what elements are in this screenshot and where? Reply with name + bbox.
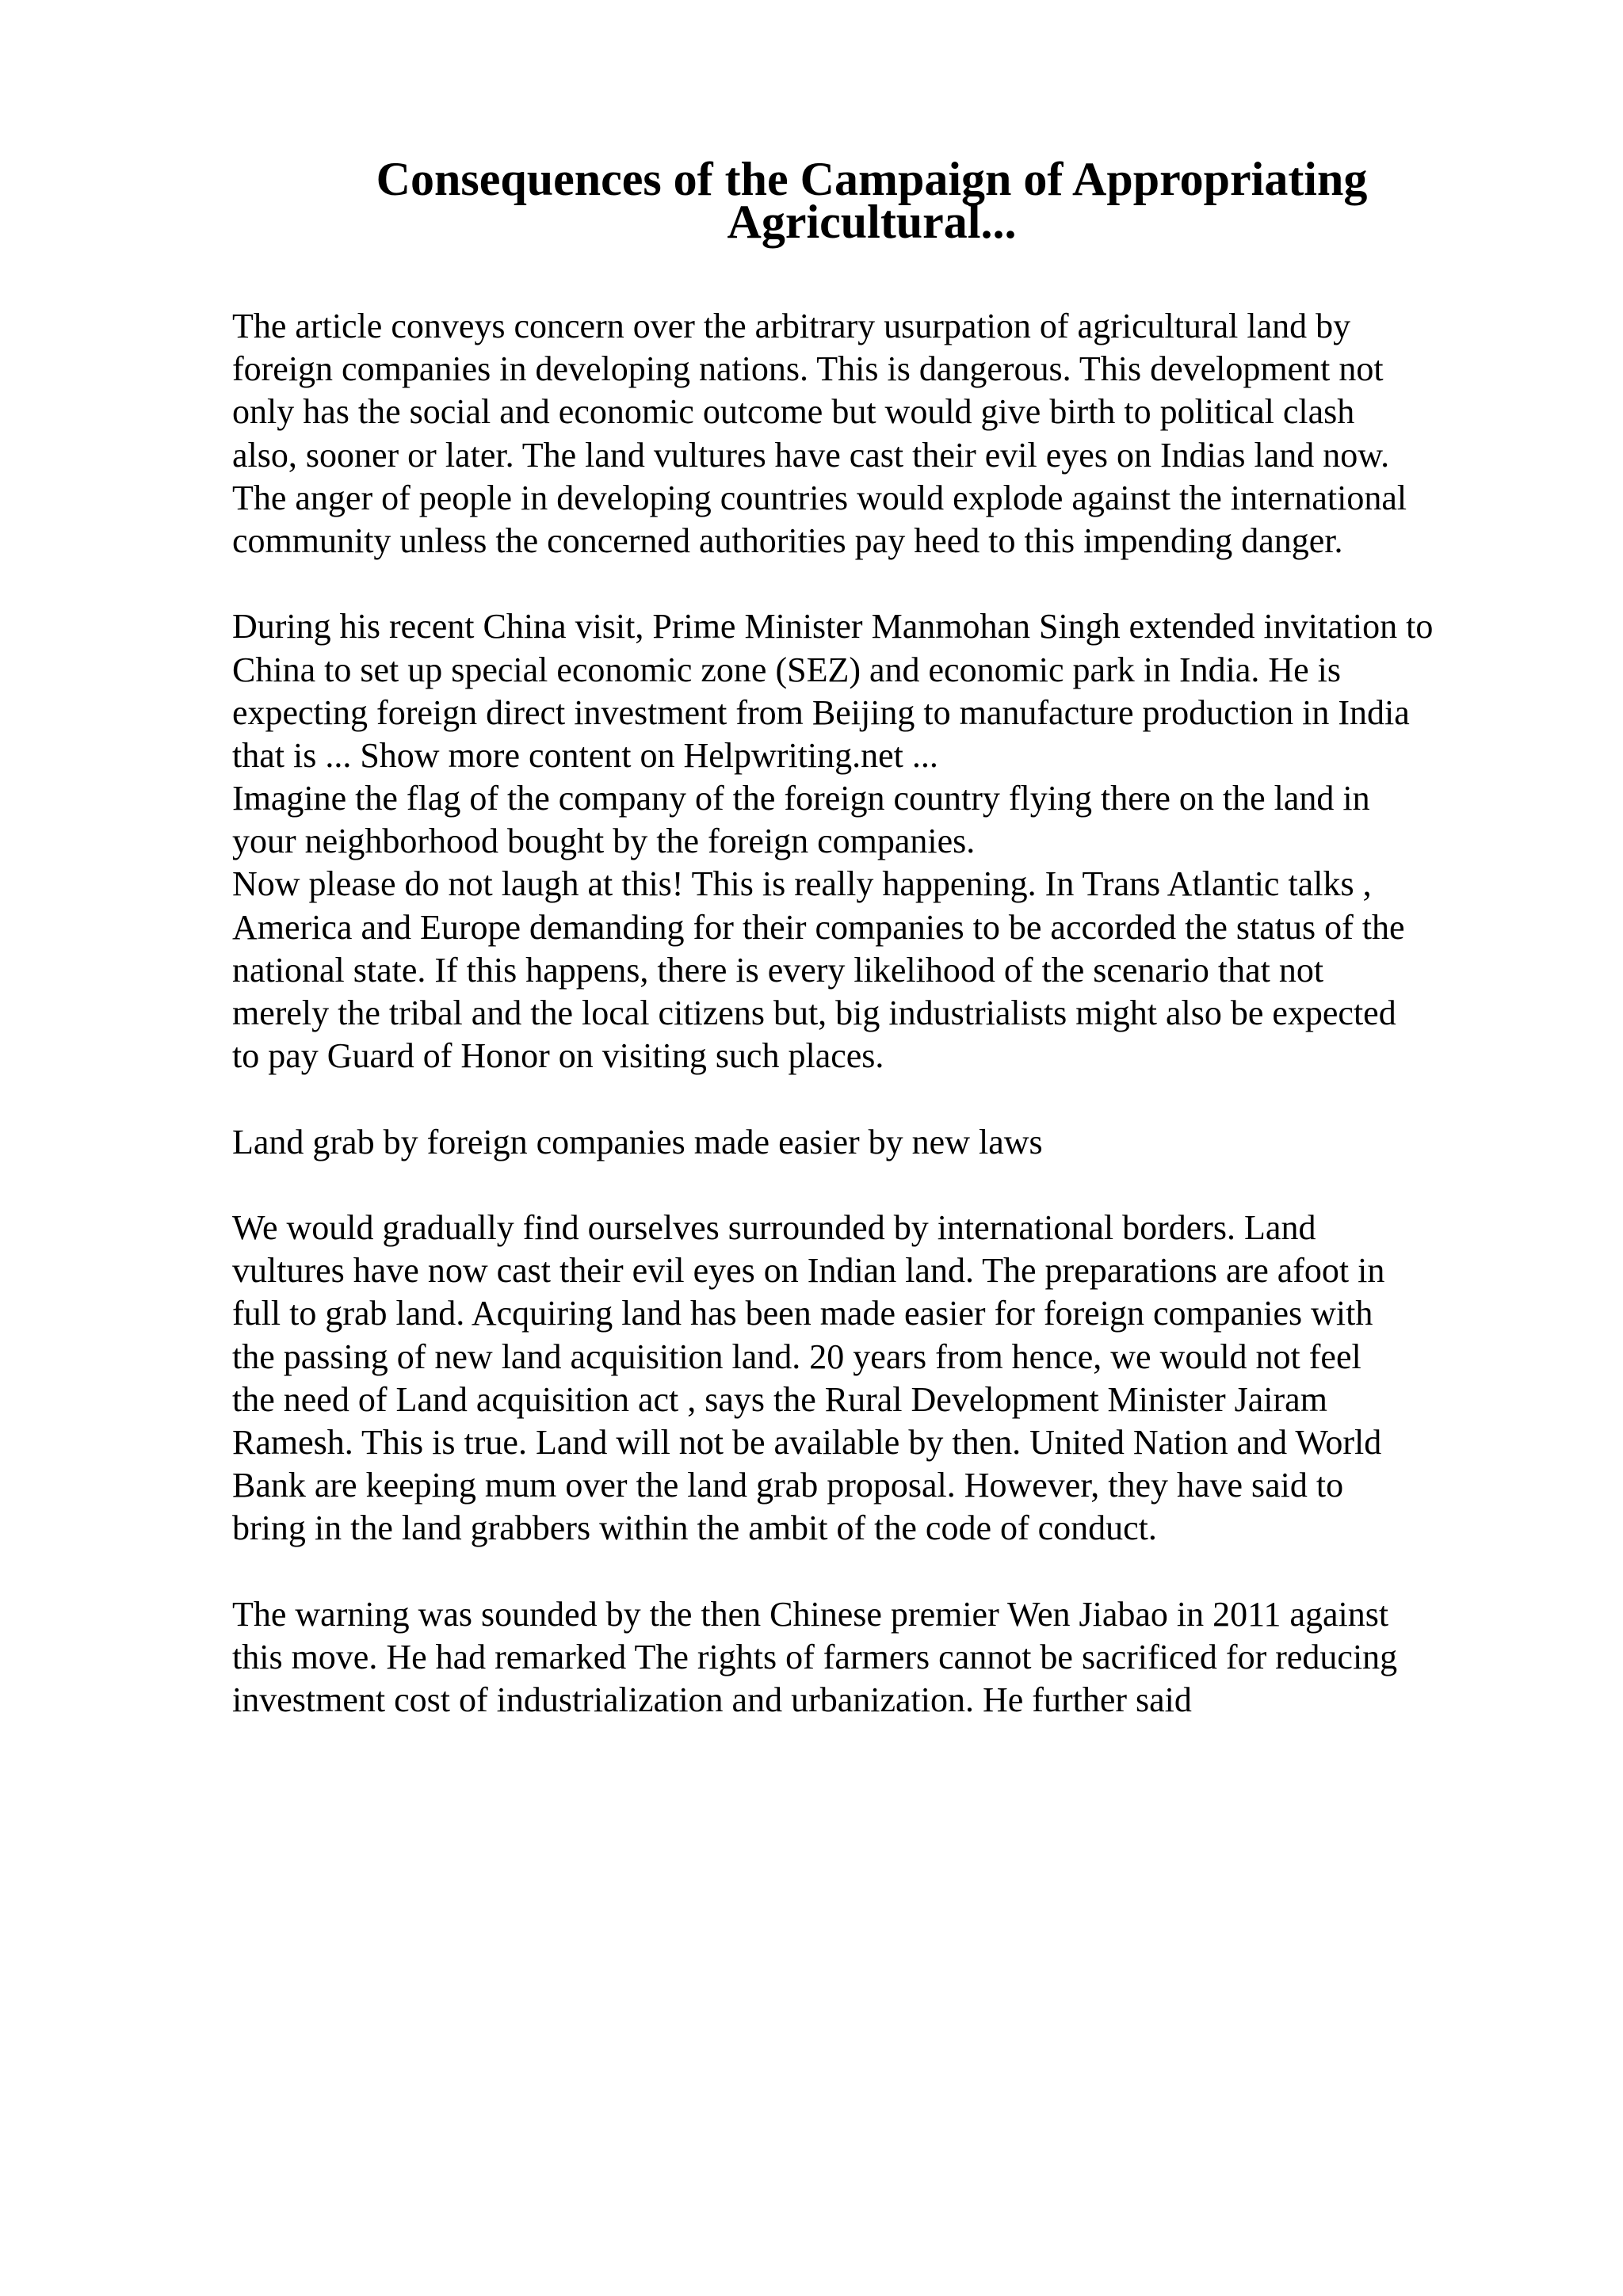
text-line: Ramesh. This is true. Land will not be available by then. United Nation and World xyxy=(232,1422,1382,1462)
text-line: that is ... Show more content on Helpwriting.net ... xyxy=(232,735,938,775)
text-line: Imagine the flag of the company of the foreign country flying there on the land in xyxy=(232,779,1370,818)
text-line: We would gradually find ourselves surrounded by international borders. Land xyxy=(232,1207,1316,1247)
text-line: vultures have now cast their evil eyes on Indian land. The preparations are afoot in xyxy=(232,1251,1385,1291)
text-line: The anger of people in developing countries would explode against the international xyxy=(232,478,1407,517)
text-line: Bank are keeping mum over the land grab proposal. However, they have said to xyxy=(232,1466,1344,1505)
text-line: merely the tribal and the local citizens but, big industrialists might also be expected xyxy=(232,994,1396,1032)
document-body xyxy=(232,305,1532,1722)
paragraph xyxy=(232,1593,1532,1722)
text-line: The article conveys concern over the arbitrary usurpation of agricultural land by xyxy=(232,307,1351,345)
paragraph xyxy=(232,1207,1532,1550)
text-line: expecting foreign direct investment from Beijing to manufacture production in India xyxy=(232,692,1410,732)
text-line: Land grab by foreign companies made easier by new laws xyxy=(232,1122,1043,1161)
text-line: During his recent China visit, Prime Minister Manmohan Singh extended invitation to xyxy=(232,607,1434,646)
text-line: this move. He had remarked The rights of farmers cannot be sacrificed for reducing xyxy=(232,1637,1398,1676)
text-line: your neighborhood bought by the foreign companies. xyxy=(232,822,976,861)
text-line: national state. If this happens, there is every likelihood of the scenario that not xyxy=(232,950,1324,990)
text-line: the passing of new land acquisition land. 20 years from hence, we would not feel xyxy=(232,1337,1361,1376)
text-line: China to set up special economic zone (SEZ) and economic park in India. He is xyxy=(232,650,1342,689)
text-line: the need of Land acquisition act , says the Rural Development Minister Jairam xyxy=(232,1379,1327,1419)
paragraph-gap xyxy=(232,563,1532,605)
paragraph-gap xyxy=(232,1550,1532,1592)
text-line: also, sooner or later. The land vultures have cast their evil eyes on Indias land now. xyxy=(232,435,1390,475)
title-line: Agricultural... xyxy=(727,196,1017,249)
text-line: bring in the land grabbers within the ambit of the code of conduct. xyxy=(232,1508,1157,1548)
paragraph xyxy=(232,305,1532,563)
paragraph xyxy=(232,1121,1532,1164)
text-line: Now please do not laugh at this! This is really happening. In Trans Atlantic talks , xyxy=(232,864,1372,904)
text-line: foreign companies in developing nations. This is dangerous. This development not xyxy=(232,349,1384,389)
text-line: to pay Guard of Honor on visiting such places. xyxy=(232,1036,884,1076)
text-line: America and Europe demanding for their companies to be accorded the status of the xyxy=(232,907,1405,947)
document-title xyxy=(230,151,1514,249)
text-line: The warning was sounded by the then Chinese premier Wen Jiabao in 2011 against xyxy=(232,1594,1389,1634)
paragraph xyxy=(232,605,1532,1077)
paragraph-gap xyxy=(232,1077,1532,1120)
text-line: only has the social and economic outcome but would give birth to political clash xyxy=(232,392,1355,432)
text-line: full to grab land. Acquiring land has been made easier for foreign companies with xyxy=(232,1294,1373,1333)
paragraph-gap xyxy=(232,1164,1532,1207)
text-line: investment cost of industrialization and urbanization. He further said xyxy=(232,1680,1192,1719)
text-line: community unless the concerned authorities pay heed to this impending danger. xyxy=(232,521,1343,560)
title-line: Consequences of the Campaign of Appropriating xyxy=(376,153,1368,205)
